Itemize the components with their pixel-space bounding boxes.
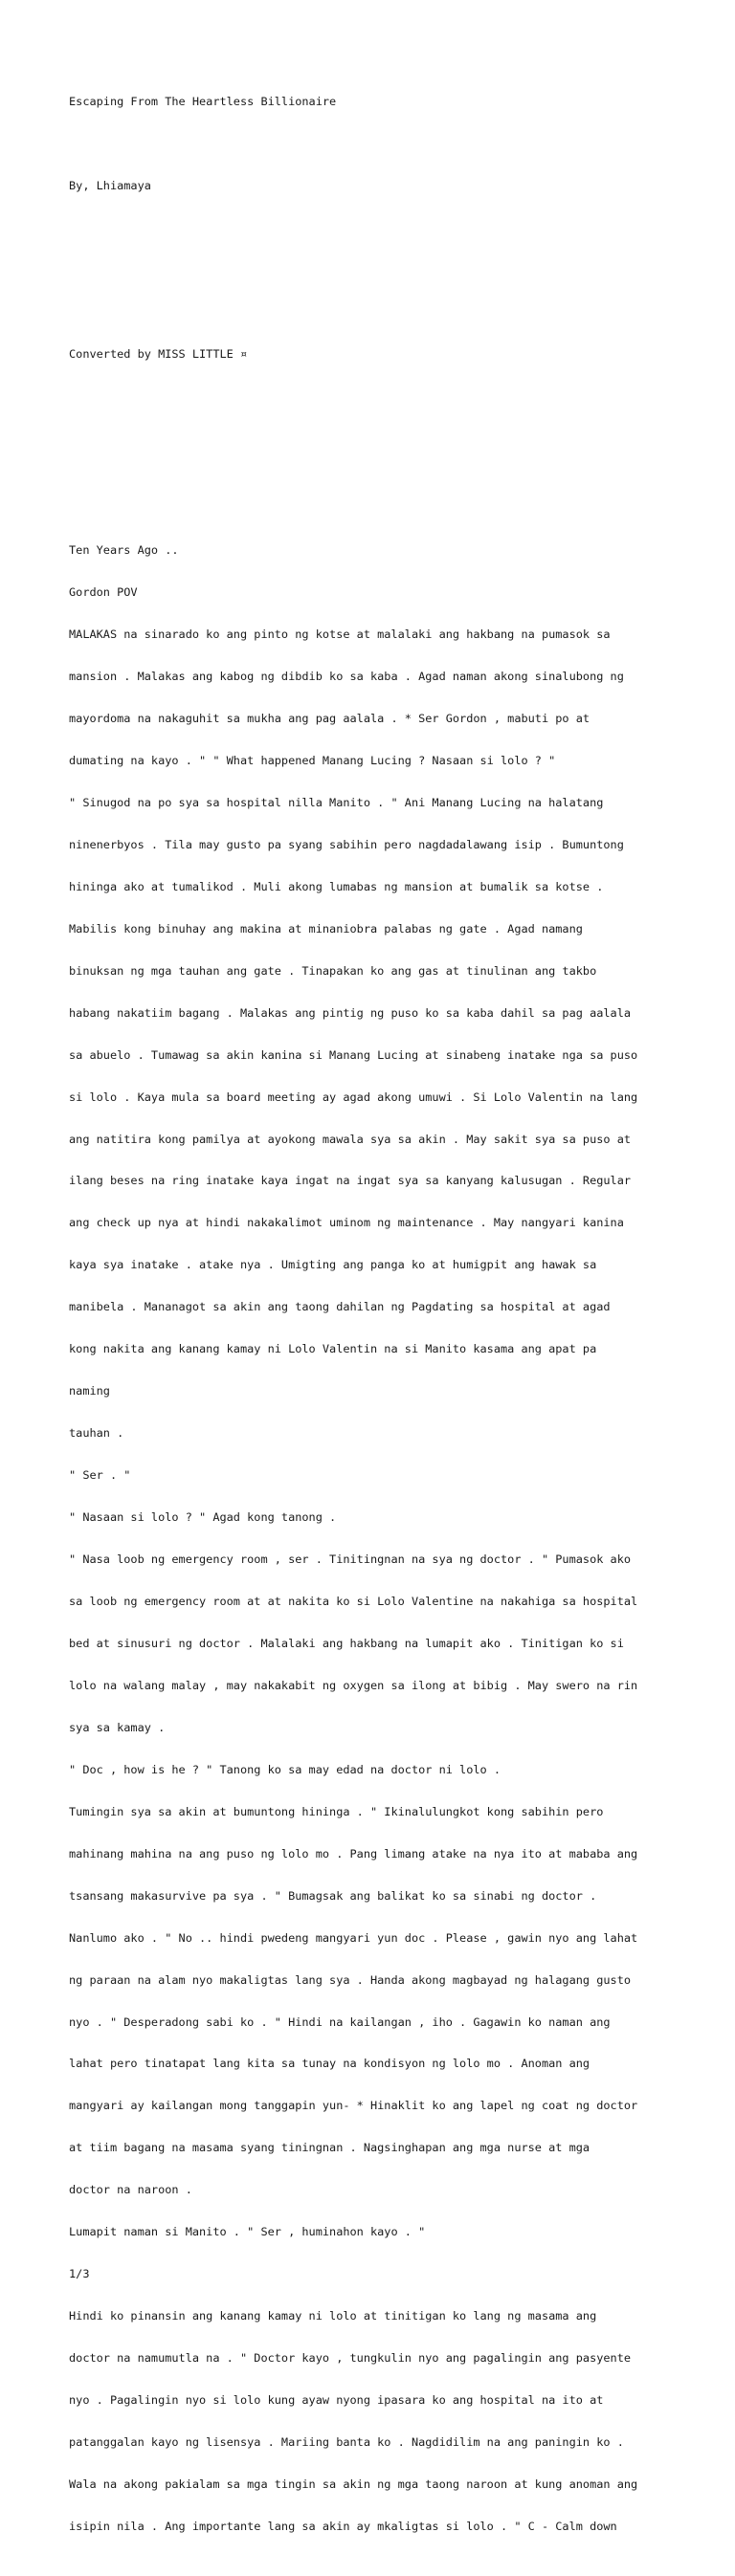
document-body [69, 516, 681, 2562]
body-line: dumating na kayo . " " What happened Manang Lucing ? Nasaan si lolo ? " [69, 753, 556, 767]
body-line: nyo . Pagalingin nyo si lolo kung ayaw nyong ipasara ko ang hospital na ito at [69, 2393, 604, 2408]
body-line: Gordon POV [69, 585, 138, 600]
body-line: kaya sya inatake . atake nya . Umigting ang panga ko at humigpit ang hawak sa [69, 1258, 597, 1272]
body-line: Hindi ko pinansin ang kanang kamay ni lolo at tinitigan ko lang ng masama ang [69, 2309, 597, 2323]
body-line: Wala na akong pakialam sa mga tingin sa akin ng mga taong naroon at kung anoman ang [69, 2477, 638, 2491]
body-line: sa loob ng emergency room at at nakita ko si Lolo Valentine na nakahiga sa hospital [69, 1594, 638, 1608]
body-line: Lumapit naman si Manito . " Ser , huminahon kayo . " [69, 2225, 426, 2239]
body-line: hininga ako at tumalikod . Muli akong lumabas ng mansion at bumalik sa kotse . [69, 879, 604, 893]
spacer [69, 389, 681, 446]
body-line: ninenerbyos . Tila may gusto pa syang sabihin pero nagdadalawang isip . Bumuntong [69, 837, 624, 851]
body-line: mansion . Malakas ang kabog ng dibdib ko sa kaba . Agad naman akong sinalubong ng [69, 670, 624, 684]
body-line: ang check up nya at hindi nakakalimot uminom ng maintenance . May nangyari kanina [69, 1216, 624, 1230]
body-line: kong nakita ang kanang kamay ni Lolo Valentin na si Manito kasama ang apat pa [69, 1342, 597, 1356]
document-title: Escaping From The Heartless Billionaire [69, 95, 337, 109]
body-line: ng paraan na alam nyo makaligtas lang sya . Handa akong magbayad ng halagang gusto [69, 1972, 632, 1987]
spacer [69, 221, 681, 235]
body-line: Tumingin sya sa akin at bumuntong hininga . " Ikinalulungkot kong sabihin pero [69, 1804, 604, 1818]
body-line: MALAKAS na sinarado ko ang pinto ng kotse at malalaki ang hakbang na pumasok sa [69, 627, 611, 642]
body-line: mangyari ay kailangan mong tanggapin yun- * Hinaklit ko ang lapel ng coat ng doctor [69, 2099, 638, 2113]
document-page [69, 67, 681, 2576]
body-line: Mabilis kong binuhay ang makina at minaniobra palabas ng gate . Agad namang [69, 921, 583, 936]
body-line: tsansang makasurvive pa sya . " Bumagsak ang balikat ko sa sinabi ng doctor . [69, 1888, 597, 1903]
body-line: " Ser . " [69, 1468, 131, 1483]
body-line: doctor na namumutla na . " Doctor kayo , tungkulin nyo ang pagalingin ang pasyente [69, 2351, 632, 2366]
body-line: " Nasa loob ng emergency room , ser . Tinitingnan na sya ng doctor . " Pumasok ako [69, 1552, 632, 1567]
body-line: lahat pero tinatapat lang kita sa tunay na kondisyon ng lolo mo . Anoman ang [69, 2057, 590, 2071]
body-line: " Doc , how is he ? " Tanong ko sa may edad na doctor ni lolo . [69, 1762, 501, 1776]
spacer [69, 137, 681, 151]
spacer [69, 263, 681, 277]
body-line: si lolo . Kaya mula sa board meeting ay agad akong umuwi . Si Lolo Valentin na lang [69, 1090, 638, 1104]
body-line: mahinang mahina na ang puso ng lolo mo . Pang limang atake na nya ito at mababa ang [69, 1846, 638, 1860]
body-line: sa abuelo . Tumawag sa akin kanina si Manang Lucing at sinabeng inatake nga sa puso [69, 1047, 638, 1062]
page-number: 1/3 [69, 2267, 90, 2281]
body-line: bed at sinusuri ng doctor . Malalaki ang hakbang na lumapit ako . Tinitigan ko si [69, 1636, 624, 1650]
body-line: Ten Years Ago .. [69, 543, 179, 558]
converted-by-note: Converted by MISS LITTLE ¤ [69, 347, 248, 362]
body-line: binuksan ng mga tauhan ang gate . Tinapakan ko ang gas at tinulinan ang takbo [69, 963, 597, 978]
body-line: manibela . Mananagot sa akin ang taong dahilan ng Pagdating sa hospital at agad [69, 1300, 611, 1314]
body-line: habang nakatiim bagang . Malakas ang pintig ng puso ko sa kaba dahil sa pag aalala [69, 1005, 632, 1020]
body-line: doctor na naroon . [69, 2183, 192, 2197]
body-line: naming [69, 1384, 110, 1398]
body-line: nyo . " Desperadong sabi ko . " Hindi na kailangan , iho . Gagawin ko naman ang [69, 2015, 611, 2029]
body-line: at tiim bagang na masama syang tiningnan . Nagsinghapan ang mga nurse at mga [69, 2141, 590, 2155]
body-line: ang natitira kong pamilya at ayokong mawala sya sa akin . May sakit sya sa puso at [69, 1132, 632, 1146]
body-line: Nanlumo ako . " No .. hindi pwedeng mangyari yun doc . Please , gawin nyo ang lahat [69, 1930, 638, 1945]
body-line: " Nasaan si lolo ? " Agad kong tanong . [69, 1510, 337, 1525]
body-line: " Sinugod na po sya sa hospital nilla Manito . " Ani Manang Lucing na halatang [69, 795, 604, 809]
body-line: mayordoma na nakaguhit sa mukha ang pag aalala . * Ser Gordon , mabuti po at [69, 711, 590, 725]
spacer [69, 305, 681, 319]
document-author: By, Lhiamaya [69, 179, 151, 193]
body-line: ilang beses na ring inatake kaya ingat na ingat sya sa kanyang kalusugan . Regular [69, 1174, 632, 1188]
body-line: tauhan . [69, 1426, 124, 1441]
body-line: patanggalan kayo ng lisensya . Mariing banta ko . Nagdidilim na ang paningin ko . [69, 2435, 624, 2450]
spacer [69, 473, 681, 488]
body-line: lolo na walang malay , may nakakabit ng oxygen sa ilong at bibig . May swero na rin [69, 1678, 638, 1692]
body-line: isipin nila . Ang importante lang sa akin ay mkaligtas si lolo . " C - Calm down [69, 2519, 617, 2533]
body-line: sya sa kamay . [69, 1720, 166, 1734]
